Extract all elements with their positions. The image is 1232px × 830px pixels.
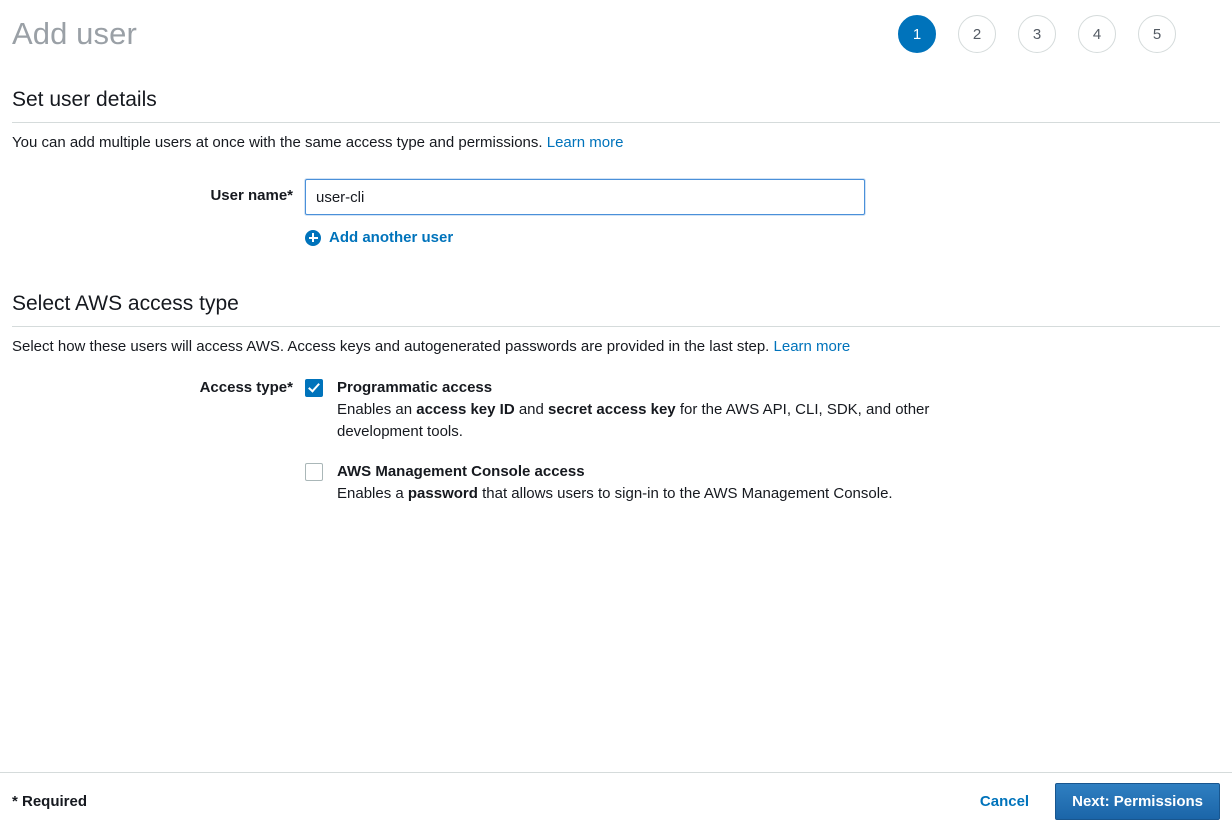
footer-actions [980,783,1220,820]
step-1[interactable]: 1 [898,15,936,53]
username-input[interactable] [305,179,865,215]
cancel-button[interactable]: Cancel [979,793,1030,810]
option-programmatic-access[interactable] [305,377,1220,443]
option-programmatic-access-description: Enables an access key ID and secret access key for the AWS API, CLI, SDK, and other development tools. [337,401,930,440]
section-title-user-details: Set user details [12,88,157,111]
step-3[interactable]: 3 [1018,15,1056,53]
wizard-footer [0,772,1232,830]
option-programmatic-access-text [337,377,1017,443]
section-description-user-details [12,133,1220,153]
access-type-row [12,377,1220,521]
section-divider-user-details [12,122,1220,123]
access-type-label: Access type* [199,379,293,396]
wizard-header [0,0,1232,60]
section-title-access-type: Select AWS access type [12,292,239,315]
step-indicator [898,15,1176,53]
user-details-description-text: You can add multiple users at once with the same access type and permissions. [12,134,543,151]
step-5[interactable]: 5 [1138,15,1176,53]
add-another-user-label: Add another user [329,229,454,246]
section-divider-access-type [12,326,1220,327]
wizard-content [0,88,1232,521]
checkbox-programmatic-access[interactable] [305,379,323,397]
username-row [12,179,1220,246]
access-type-learn-more-link[interactable]: Learn more [773,338,851,355]
username-field-wrap [305,179,1220,246]
access-type-description-text: Select how these users will access AWS. Access keys and autogenerated passwords are provided in the last step. [12,338,770,355]
option-console-access[interactable] [305,461,1220,505]
option-console-access-title: AWS Management Console access [337,463,585,480]
option-console-access-text [337,461,893,505]
access-type-options [305,377,1220,521]
page-title: Add user [12,16,137,51]
username-label: User name* [210,187,293,204]
add-another-user-button[interactable] [305,229,453,246]
option-programmatic-access-title: Programmatic access [337,379,493,396]
checkbox-console-access[interactable] [305,463,323,481]
step-2[interactable]: 2 [958,15,996,53]
option-console-access-description: Enables a password that allows users to sign-in to the AWS Management Console. [337,485,893,502]
next-permissions-button[interactable]: Next: Permissions [1055,783,1220,820]
section-description-access-type [12,337,1220,357]
plus-circle-icon [305,230,321,246]
step-4[interactable]: 4 [1078,15,1116,53]
required-note: * Required [12,793,88,810]
user-details-learn-more-link[interactable]: Learn more [546,134,624,151]
